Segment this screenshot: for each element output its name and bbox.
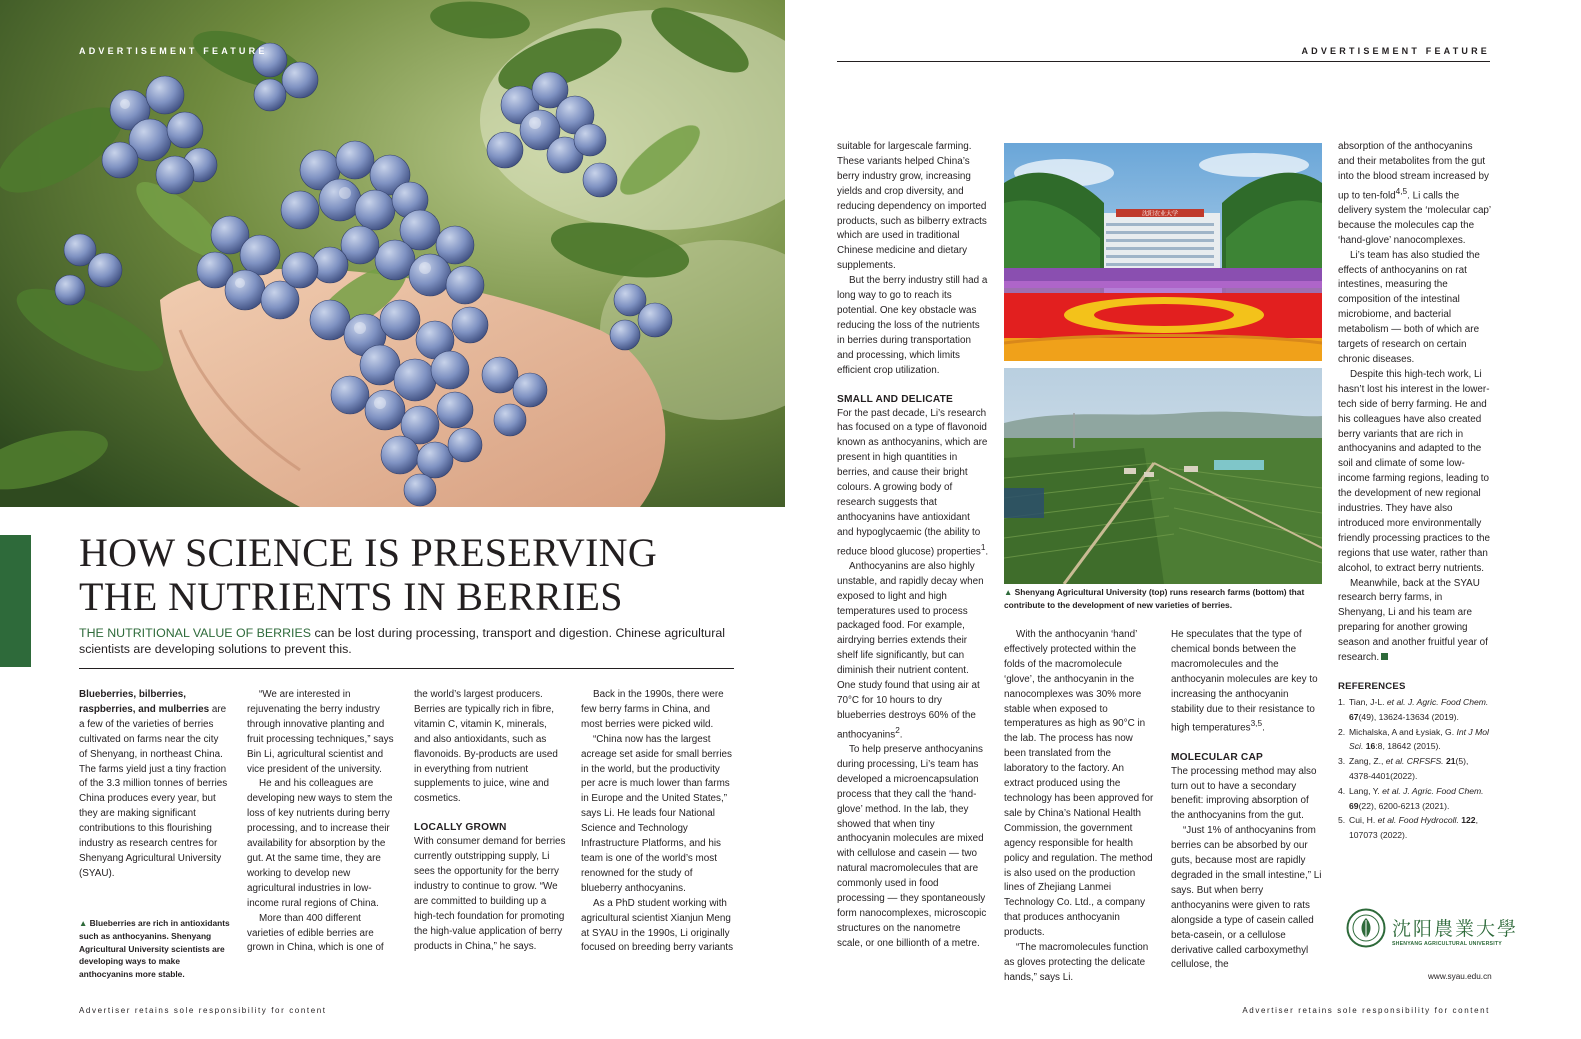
advertisement-kicker: ADVERTISEMENT FEATURE <box>79 46 268 56</box>
reference-pre: Zang, Z., <box>1349 756 1386 767</box>
reference-b: 67 <box>1349 711 1359 722</box>
university-name-cn: 沈阳農業大學 <box>1392 918 1519 940</box>
reference-it: et al. Food Hydrocoll. <box>1377 815 1459 826</box>
references-heading: REFERENCES <box>1338 681 1406 693</box>
intro-paragraph <box>79 688 229 882</box>
reference-number: 5. <box>1338 815 1346 826</box>
caption-triangle-icon: ▲ <box>79 918 88 928</box>
caption-text: Blueberries are rich in antioxidants such as anthocyanins. Shenyang Agricultural University scientists are developing ways to make anthocyanins more stable. <box>79 918 230 980</box>
reference-b: 69 <box>1349 800 1359 811</box>
accent-bar <box>0 535 31 667</box>
reference-number: 4. <box>1338 785 1346 796</box>
paragraph: More than 400 different varieties of edible berries are grown in China, which is one of <box>247 912 384 954</box>
citation: 3,5 <box>1250 719 1263 729</box>
left-page <box>0 0 785 1039</box>
standfirst-lead: THE NUTRITIONAL VALUE OF BERRIES <box>79 626 312 640</box>
reference-pre: Tian, J-L. <box>1349 696 1387 707</box>
reference-item <box>1338 725 1491 755</box>
reference-tail: (5), 4378-4401(2022). <box>1349 756 1469 781</box>
citation: 2 <box>895 725 900 735</box>
reference-pre: Michalska, A and Łysiak, G. <box>1349 726 1457 737</box>
paragraph: With consumer demand for berries currently outstripping supply, Li sees the opportunity for the berry industry to continue to grow. “We are committed to building up a high-tech foundation for promoting the high-value application of berry products in China,” he says. <box>414 836 566 952</box>
column-3 <box>414 688 566 955</box>
paragraph: “We are interested in rejuvenating the berry industry through innovative planting and fruit processing techniques,” says Bin Li, agricultural scientist and vice president of the university. <box>247 689 394 775</box>
paragraph <box>1338 577 1491 666</box>
reference-tail: (22), 6200-6213 (2021). <box>1358 800 1450 811</box>
title-line-2: THE NUTRIENTS IN BERRIES <box>79 574 623 619</box>
reference-text <box>1349 813 1491 843</box>
paragraph: With the anthocyanin ‘hand’ effectively protected within the folds of the macromolecule ‘glove’, the anthocyanin in the nanocomplexes was 30% more stable when exposed to temperatures as high as 90°C in the lab. The process has now been translated from the laboratory to the factory. An extract produced using the technology has been approved for sale by China’s National Health Commission, the government agency responsible for health policy and regulation. The method is also used on the production lines of Zhejiang Lanmei Technology Co. Ltd., a company that produces anthocyanin products. <box>1004 629 1154 939</box>
section-heading: SMALL AND DELICATE <box>837 393 954 405</box>
section-heading: MOLECULAR CAP <box>1171 751 1264 763</box>
paragraph-text: Anthocyanins are also highly unstable, and rapidly decay when exposed to light and high temperatures used to process packaged food. For example, airdrying berries extends their shelf life significantly, but can diminish their nutrient content. One study found that using air at 70°C for 10 hours to dry blueberries destroys 60% of the anthocyanins <box>837 560 984 741</box>
reference-text <box>1349 754 1491 784</box>
caption-triangle-icon: ▲ <box>1004 587 1013 597</box>
reference-b: 122 <box>1461 815 1476 826</box>
end-mark-icon <box>1381 653 1388 660</box>
paragraph: Despite this high-tech work, Li hasn’t lost his interest in the lower-tech side of berry farming. He and his colleagues have also created berry variants that are rich in anthocyanins and adapted to the soil and climate of some low-income farming regions, leading to the development of new regional industries. They have also introduced more environmentally friendly processing practices to the regions that use water, rather than alcohol, to extract berry nutrients. <box>1338 368 1491 574</box>
header-rule <box>837 61 1490 62</box>
farm-photo <box>1004 368 1322 584</box>
citation: 4,5 <box>1395 186 1408 196</box>
paragraph: “The macromolecules function as gloves protecting the delicate hands,” says Li. <box>1004 942 1149 983</box>
reference-b: 16 <box>1365 741 1376 752</box>
paragraph: He and his colleagues are developing new ways to stem the loss of key nutrients during berry processing, and to increase their availability for absorption by the gut. At the same time, they are working to develop new agricultural industries in low-income rural regions of China. <box>247 778 393 909</box>
reference-item <box>1338 784 1491 814</box>
paragraph-text: Meanwhile, back at the SYAU research berry farms, in Shenyang, Li and his team are preparing for another growing season and another fruitful year of research. <box>1338 577 1488 664</box>
section-heading: LOCALLY GROWN <box>414 822 507 834</box>
photo-caption-right <box>1004 586 1324 612</box>
column-8 <box>1338 140 1491 843</box>
campus-photo <box>1004 143 1322 361</box>
column-6 <box>1004 628 1154 986</box>
paragraph: Li’s team has also studied the effects of anthocyanins on rat intestines, measuring the composition of the intestinal microbiome, and bacterial metabolism — both of which are targets of research on certain chronic diseases. <box>1338 249 1480 365</box>
reference-tail: , 107073 (2022). <box>1349 815 1478 841</box>
advertisement-kicker: ADVERTISEMENT FEATURE <box>1301 46 1490 56</box>
campus-sign: 沈阳农业大学 <box>1141 210 1179 218</box>
paragraph: As a PhD student working with agricultural scientist Xianjun Meng at SYAU in the 1990s, Li originally focused on breeding berry variants <box>581 897 734 954</box>
paragraph: The processing method may also turn out to have a secondary benefit: improving absorption of the anthocyanins from the gut. <box>1171 765 1317 822</box>
reference-text <box>1349 725 1491 755</box>
column-2 <box>247 688 399 956</box>
paragraph-text: For the past decade, Li’s research has focused on a type of flavonoid known as anthocyanins, which are present in high quantities in berries, and cause their bright colours. A growing body of research suggests that anthocyanins have antioxidant and hypoglycaemic (the ability to reduce blood glucose) properties <box>837 407 988 557</box>
reference-it: et al. J. Agric. Food Chem. <box>1386 696 1489 707</box>
paragraph: suitable for largescale farming. These variants helped China’s berry industry grow, increasing yields and crop diversity, and reducing dependency on imported products, such as bilberry extracts which are used in traditional Chinese medicine and dietary supplements. <box>837 141 987 272</box>
standfirst-text: can be lost during processing, transport and digestion. Chinese agricultural scientists are developing solutions to prevent this. <box>79 626 725 656</box>
paragraph: He speculates that the type of chemical bonds between the macromolecules and the anthocyanin molecules are key to increasing the anthocyanin stability due to their resistance to high temperatures$^{3,5}$. <box>1171 629 1318 734</box>
university-logo <box>1346 908 1519 954</box>
reference-item <box>1338 813 1491 843</box>
university-emblem-icon <box>1346 908 1386 948</box>
paragraph: the world’s largest producers. Berries are typically rich in fibre, vitamin C, vitamin K, minerals, and also antioxidants, such as flavonoids. By-products are used in everything from nutrient supplements to juice, wine and cosmetics. <box>414 689 558 805</box>
footer-disclaimer: Advertiser retains sole responsibility for content <box>79 1006 327 1015</box>
standfirst <box>79 626 739 657</box>
paragraph: “China now has the largest acreage set aside for small berries in the world, but the productivity per acre is much lower than farms in Europe and the United States,” says Li. He leads four National Science and Technology Infrastructure Platforms, and his team is one of the world’s most renowned for the study of blueberry anthocyanins. <box>581 733 732 894</box>
reference-b: 21 <box>1445 756 1456 767</box>
paragraph: To help preserve anthocyanins during processing, Li’s team has developed a microencapsulation process that they call the ‘hand-glove’ method. In the lab, they showed that when tiny anthocyanin molecules are mixed with cellulose and casein — two natural macromolecules that are commonly used in food processing — they spontaneously form nanocomplexes, microscopic structures on the nanometre scale, or one billionth of a metre. <box>837 744 987 949</box>
paragraph: “Just 1% of anthocyanins from berries can be absorbed by our guts, because most are rapidly degraded in the small intestine,” Li says. But when berry anthocyanins were given to rats alongside a type of casein called beta-casein, or a cellulose derivative called carboxymethyl cellulose, the <box>1171 825 1322 971</box>
intro-lead: Blueberries, bilberries, raspberries, and mulberries <box>79 689 210 715</box>
website-link[interactable]: www.syau.edu.cn <box>1428 972 1492 981</box>
column-5 <box>837 140 989 952</box>
column-7 <box>1171 628 1323 973</box>
reference-item <box>1338 754 1491 784</box>
paragraph: Back in the 1990s, there were few berry farms in China, and most berries were picked wild. <box>581 689 724 730</box>
blueberries-photo <box>0 0 785 507</box>
reference-tail: :8, 18642 (2015). <box>1375 741 1441 752</box>
reference-it: et al. J. Agric. Food Chem. <box>1382 785 1484 796</box>
reference-number: 2. <box>1338 726 1346 737</box>
caption-text: Shenyang Agricultural University (top) runs research farms (bottom) that contribute to the development of new varieties of berries. <box>1004 587 1305 610</box>
intro-text: are a few of the varieties of berries cultivated on farms near the city of Shenyang, in northeast China. The farms yield just a tiny fraction of the 3.3 million tonnes of berries China produces every year, but they are making significant contributions to this flourishing industry as research centres for Shenyang Agricultural University (SYAU). <box>79 703 228 879</box>
paragraph-text: He speculates that the type of chemical bonds between the macromolecules and the anthocyanin molecules are key to increasing the anthocyanin stability due to their resistance to high temperatures <box>1171 629 1318 734</box>
references-list <box>1338 695 1491 843</box>
citation: 1 <box>980 542 986 552</box>
reference-number: 3. <box>1338 756 1346 767</box>
university-name-en: SHENYANG AGRICULTURAL UNIVERSITY <box>1392 941 1502 947</box>
column-1 <box>79 688 229 882</box>
reference-pre: Lang, Y. <box>1349 785 1383 796</box>
reference-it: et al. CRFSFS. <box>1385 756 1444 767</box>
column-4 <box>581 688 734 956</box>
reference-item <box>1338 695 1491 725</box>
reference-text <box>1349 695 1491 725</box>
paragraph: For the past decade, Li’s research has focused on a type of flavonoid known as anthocyanins, which are present in high quantities in berries, and cause their bright colours. A growing body of research suggests that anthocyanins have antioxidant and hypoglycaemic (the ability to reduce blood glucose) properties$^1$. <box>837 407 989 557</box>
paragraph: But the berry industry still had a long way to go to reach its potential. One key obstacle was reducing the loss of the nutrients in berries during transportation and processing, which limits efficient crop utilization. <box>837 275 988 376</box>
paragraph-text: Li calls the delivery system the ‘molecular cap’ because the molecules cap the ‘hand-glove’ nanocomplexes. <box>1338 190 1491 246</box>
paragraph: absorption of the anthocyanins and their metabolites from the gut into the blood stream increased by up to ten-fold$^{4,5}$. Li calls the delivery system the ‘molecular cap’ because the molecules cap the ‘hand-glove’ nanocomplexes. <box>1338 141 1491 246</box>
reference-it: Int J Mol Sci. <box>1349 726 1489 752</box>
divider <box>79 668 734 669</box>
photo-caption-left <box>79 917 231 981</box>
paragraph: Anthocyanins are also highly unstable, and rapidly decay when exposed to light and high temperatures used to process packaged food. For example, airdrying berries extends their shelf life significantly, but can diminish their nutrient content. One study found that using air at 70°C for 10 hours to dry blueberries destroys 60% of the anthocyanins$^2$. <box>837 560 984 741</box>
reference-pre: Cui, H. <box>1349 815 1378 826</box>
reference-number: 1. <box>1338 696 1346 707</box>
title-line-1: HOW SCIENCE IS PRESERVING <box>79 530 658 575</box>
paragraph-text: absorption of the anthocyanins and their metabolites from the gut into the blood stream increased by up to ten-fold <box>1338 141 1489 202</box>
reference-tail: (49), 13624-13634 (2019). <box>1358 711 1459 722</box>
footer-disclaimer: Advertiser retains sole responsibility for content <box>1242 1006 1490 1015</box>
page-title <box>79 531 719 619</box>
reference-text <box>1349 784 1491 814</box>
